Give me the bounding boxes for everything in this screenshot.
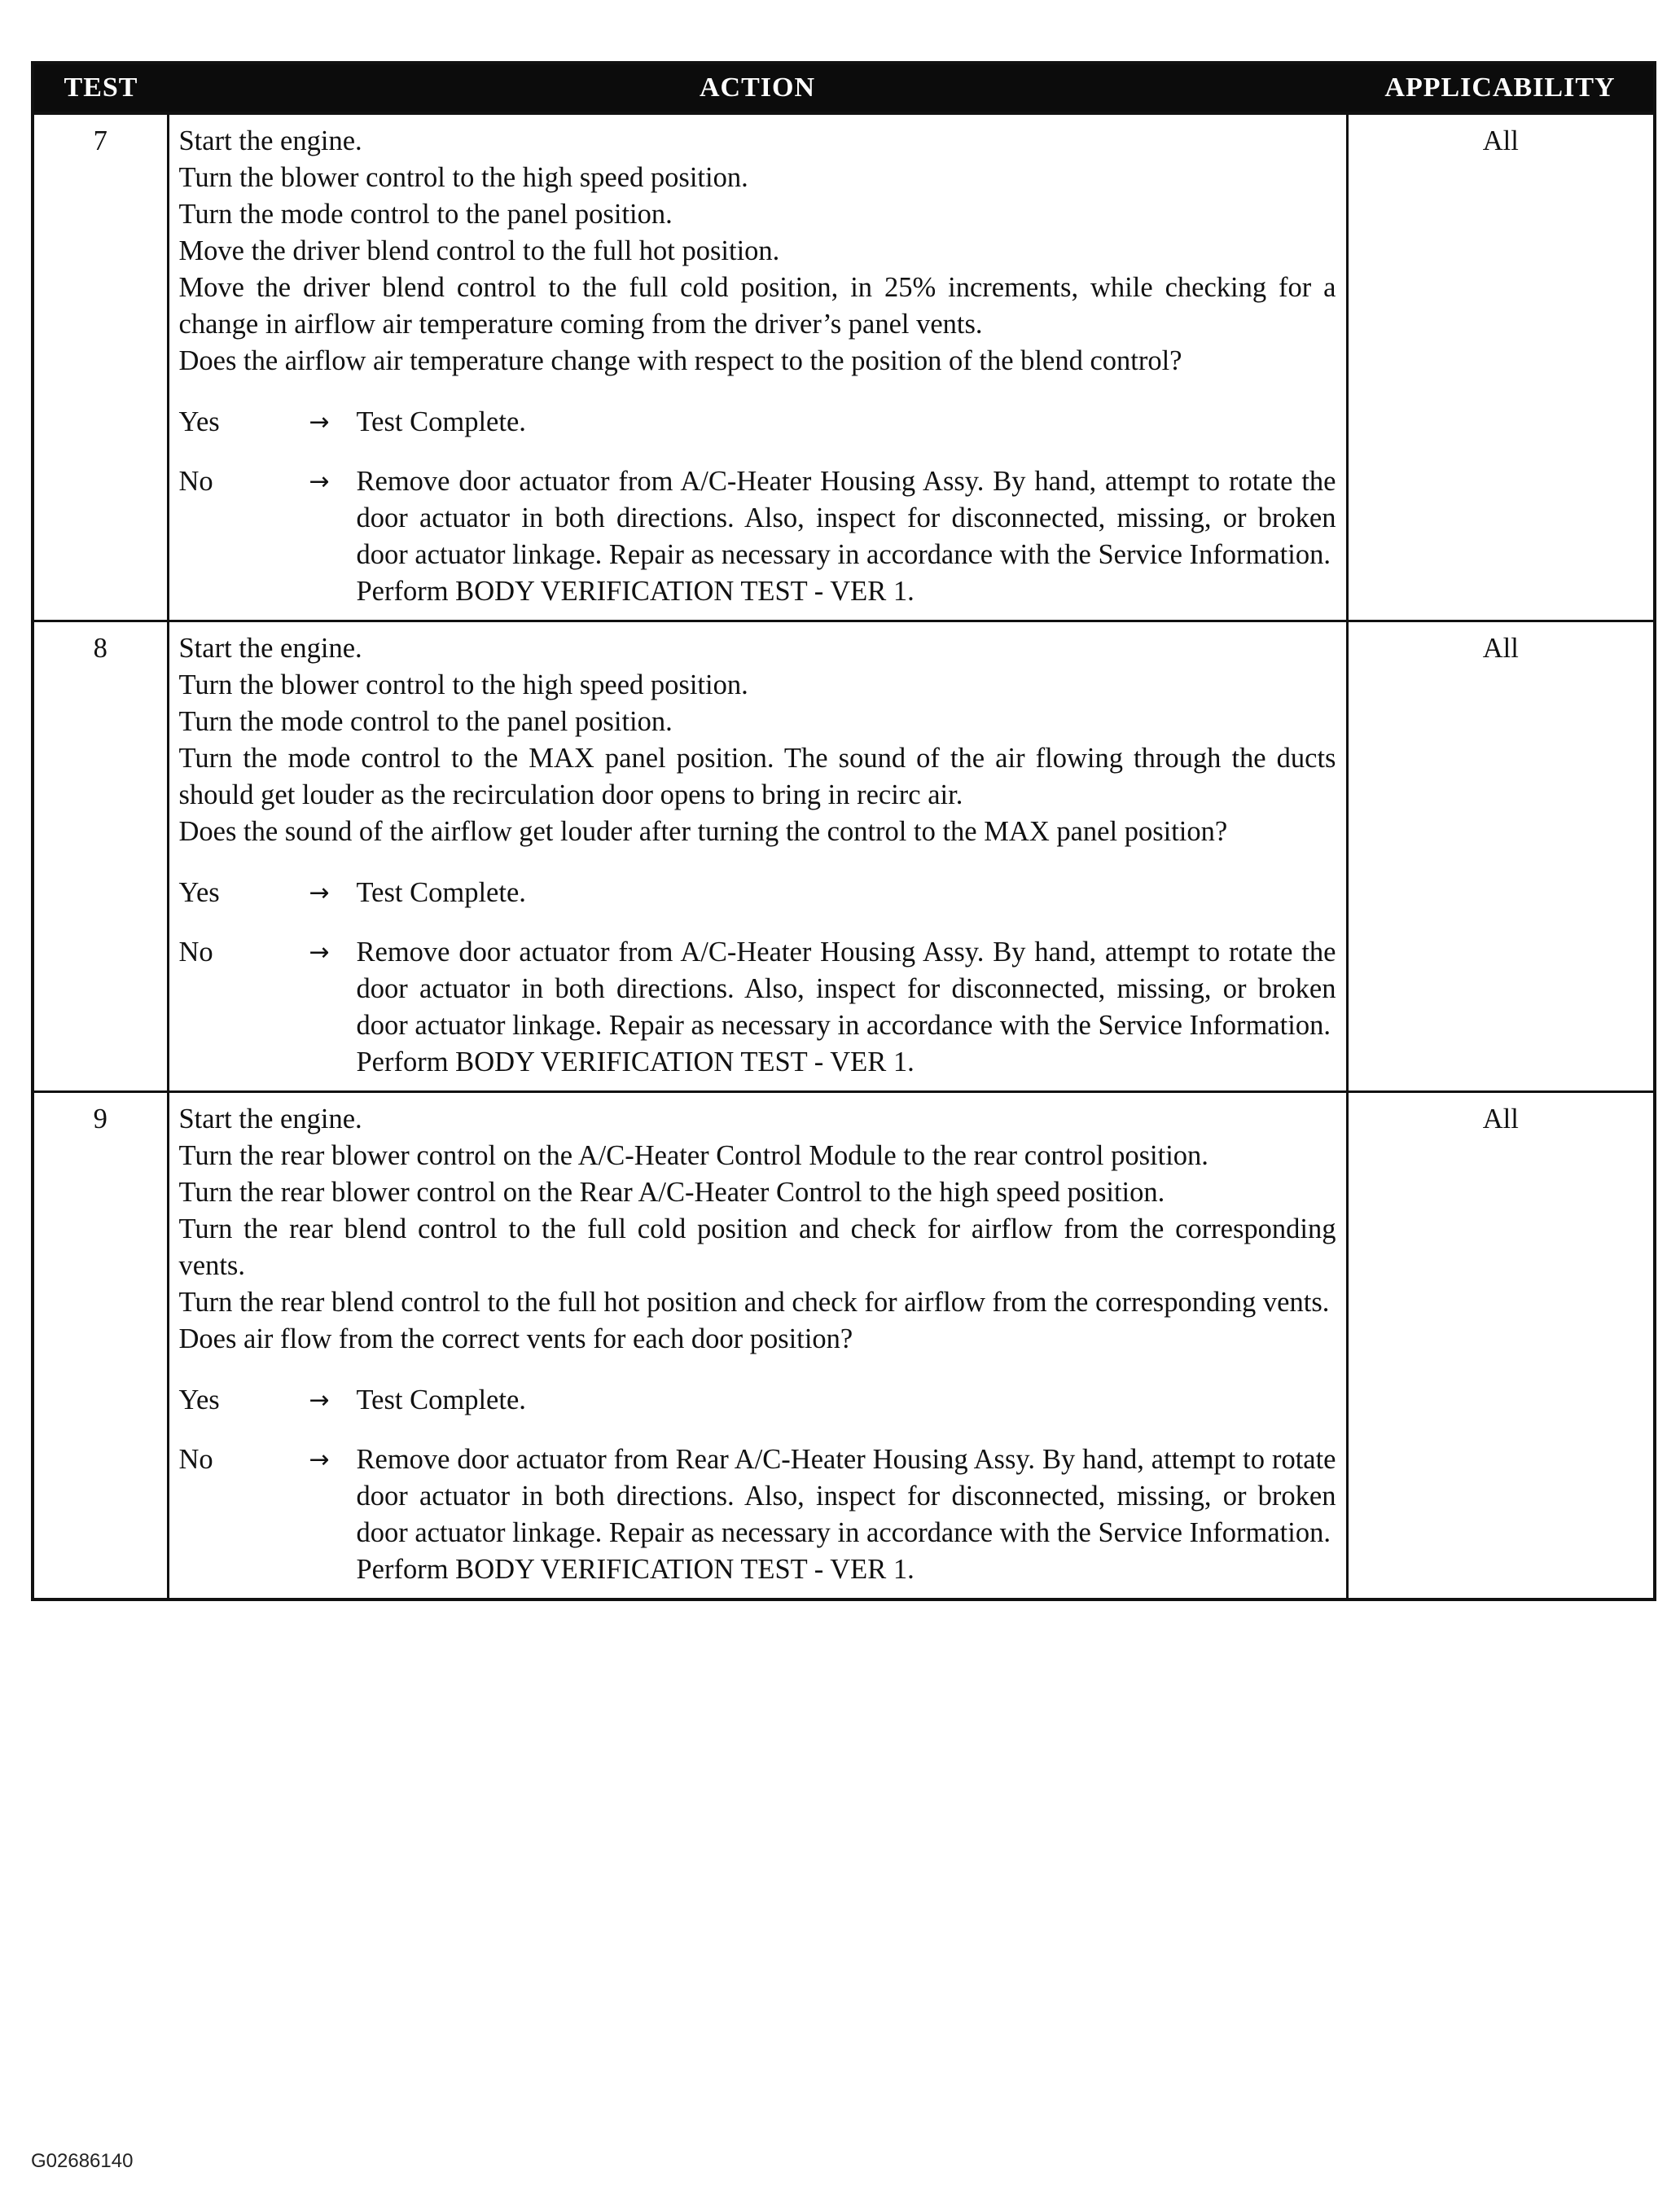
action-question: Does the airflow air temperature change with respect to the position of the blend control? bbox=[178, 345, 1182, 376]
yes-result: Test Complete. bbox=[356, 406, 526, 437]
applicability-value: All bbox=[1347, 113, 1655, 621]
action-step: Move the driver blend control to the full cold position, in 25% increments, while checking for a change in airflow air temperature coming from the driver’s panel vents. bbox=[178, 272, 1336, 340]
applicability-value: All bbox=[1347, 1092, 1655, 1600]
right-arrow-icon: → bbox=[309, 1386, 330, 1415]
no-result bbox=[357, 463, 1336, 610]
test-number: 9 bbox=[33, 1092, 168, 1600]
no-answer bbox=[179, 934, 1336, 1081]
action-step: Turn the rear blend control to the full hot position and check for airflow from the corresponding vents. bbox=[178, 1287, 1330, 1318]
yes-label: Yes bbox=[178, 406, 220, 437]
header-action: ACTION bbox=[168, 63, 1347, 113]
no-label: No bbox=[178, 466, 213, 497]
table-row bbox=[33, 113, 1655, 621]
yes-answer bbox=[179, 404, 1336, 441]
header-test: TEST bbox=[33, 63, 168, 113]
action-step: Turn the rear blower control on the Rear A/C-Heater Control to the high speed position. bbox=[178, 1177, 1165, 1208]
action-step: Turn the blower control to the high speed position. bbox=[178, 162, 748, 193]
action-step: Start the engine. bbox=[178, 1104, 362, 1134]
no-result-text: Remove door actuator from Rear A/C-Heater Housing Assy. By hand, attempt to rotate door actuator in both directions. Also, inspect for disconnected, missing, or broken door actuator linkage. Repair as necessary in accordance with the Service Information. bbox=[356, 1444, 1336, 1548]
no-label: No bbox=[178, 1444, 213, 1475]
no-result-text: Remove door actuator from A/C-Heater Housing Assy. By hand, attempt to rotate the door actuator in both directions. Also, inspect for disconnected, missing, or broken door actuator linkage. Repair as necessary in accordance with the Service Information. bbox=[356, 466, 1336, 570]
diagnostic-test-table bbox=[31, 61, 1656, 1601]
action-step: Turn the mode control to the panel position. bbox=[178, 199, 673, 230]
diagnostic-page bbox=[31, 61, 1653, 1601]
action-question: Does the sound of the airflow get louder after turning the control to the MAX panel position? bbox=[178, 816, 1228, 847]
right-arrow-icon: → bbox=[309, 938, 330, 967]
yes-answer bbox=[179, 1382, 1336, 1419]
yes-label: Yes bbox=[178, 1384, 220, 1415]
no-result bbox=[357, 934, 1336, 1081]
yes-result: Test Complete. bbox=[356, 877, 526, 908]
header-applicability: APPLICABILITY bbox=[1347, 63, 1655, 113]
figure-id: G02686140 bbox=[31, 2150, 134, 2172]
right-arrow-icon: → bbox=[309, 467, 330, 496]
no-label: No bbox=[178, 937, 213, 968]
action-question: Does air flow from the correct vents for each door position? bbox=[178, 1323, 853, 1354]
table-header-row bbox=[33, 63, 1655, 113]
action-cell bbox=[168, 113, 1347, 621]
no-result-text: Remove door actuator from A/C-Heater Housing Assy. By hand, attempt to rotate the door actuator in both directions. Also, inspect for disconnected, missing, or broken door actuator linkage. Repair as necessary in accordance with the Service Information. bbox=[356, 937, 1336, 1041]
action-step: Turn the blower control to the high speed position. bbox=[178, 669, 748, 700]
no-answer bbox=[179, 463, 1336, 610]
yes-answer bbox=[179, 875, 1336, 911]
table-row bbox=[33, 621, 1655, 1092]
no-result bbox=[357, 1441, 1336, 1588]
right-arrow-icon: → bbox=[309, 408, 330, 437]
action-step: Turn the mode control to the panel position. bbox=[178, 706, 673, 737]
right-arrow-icon: → bbox=[309, 1446, 330, 1474]
action-step: Move the driver blend control to the full hot position. bbox=[178, 235, 780, 266]
verification-step: Perform BODY VERIFICATION TEST - VER 1. bbox=[356, 1554, 915, 1585]
right-arrow-icon: → bbox=[309, 879, 330, 907]
action-step: Start the engine. bbox=[178, 125, 362, 156]
test-number: 8 bbox=[33, 621, 168, 1092]
action-step: Turn the mode control to the MAX panel position. The sound of the air flowing through the ducts should get louder as the recirculation door opens to bring in recirc air. bbox=[178, 743, 1336, 810]
action-cell bbox=[168, 621, 1347, 1092]
no-answer bbox=[179, 1441, 1336, 1588]
action-cell bbox=[168, 1092, 1347, 1600]
action-step: Turn the rear blend control to the full cold position and check for airflow from the corresponding vents. bbox=[178, 1213, 1336, 1281]
action-step: Start the engine. bbox=[178, 633, 362, 664]
action-step: Turn the rear blower control on the A/C-Heater Control Module to the rear control position. bbox=[178, 1140, 1208, 1171]
table-row bbox=[33, 1092, 1655, 1600]
verification-step: Perform BODY VERIFICATION TEST - VER 1. bbox=[356, 1047, 915, 1077]
verification-step: Perform BODY VERIFICATION TEST - VER 1. bbox=[356, 576, 915, 607]
test-number: 7 bbox=[33, 113, 168, 621]
yes-result: Test Complete. bbox=[356, 1384, 526, 1415]
yes-label: Yes bbox=[178, 877, 220, 908]
applicability-value: All bbox=[1347, 621, 1655, 1092]
